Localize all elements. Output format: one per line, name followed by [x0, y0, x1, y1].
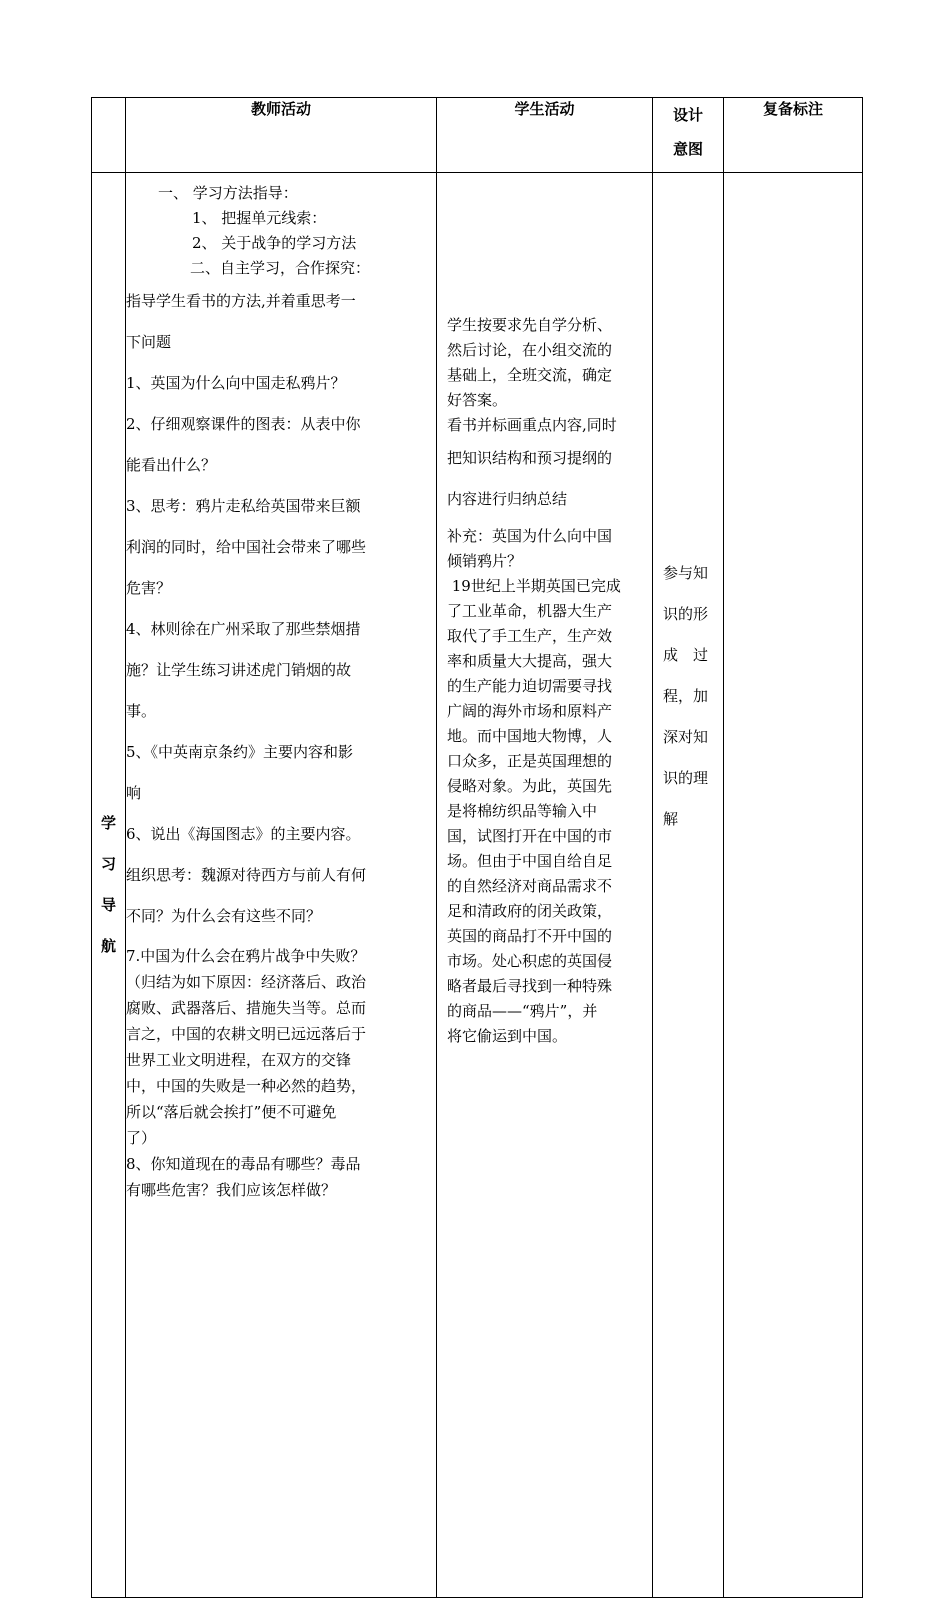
review-notes-cell — [724, 173, 863, 1598]
student-line: 取代了手工生产，生产效 — [447, 627, 613, 645]
student-line: 的商品——“鸦片”，并 — [447, 1002, 598, 1020]
design-line: 程，加 — [663, 687, 709, 705]
teacher-line: 言之，中国的农耕文明已远远落后于 — [126, 1025, 367, 1043]
header-review-notes: 复备标注 — [724, 98, 863, 173]
student-line: 好答案。 — [447, 391, 508, 409]
student-line: 然后讨论，在小组交流的 — [447, 341, 613, 359]
teacher-line: 二、自主学习，合作探究： — [190, 259, 371, 277]
teacher-line: 2、 关于战争的学习方法 — [192, 234, 357, 252]
teacher-line: 利润的同时，给中国社会带来了哪些 — [126, 538, 367, 556]
teacher-activity-cell — [126, 173, 437, 1598]
design-line: 解 — [663, 810, 679, 828]
header-blank-cell — [92, 98, 126, 173]
design-intent-cell — [653, 173, 724, 1598]
student-line: 侵略对象。为此，英国先 — [447, 777, 613, 795]
teacher-line: （归结为如下原因：经济落后、政治 — [126, 973, 367, 991]
design-line: 成 过 — [663, 646, 709, 664]
student-line: 率和质量大大提高，强大 — [447, 652, 613, 670]
teacher-line: 不同？为什么会有这些不同？ — [126, 907, 322, 925]
student-line: 把知识结构和预习提纲的 — [447, 449, 613, 467]
student-line: 补充：英国为什么向中国 — [447, 527, 613, 545]
student-line: 的自然经济对商品需求不 — [447, 877, 613, 895]
header-design-intent — [653, 98, 724, 173]
teacher-line: 响 — [126, 784, 142, 802]
student-line: 市场。处心积虑的英国侵 — [447, 952, 613, 970]
teacher-line: 能看出什么？ — [126, 456, 217, 474]
section-label-char: 学 — [100, 814, 116, 832]
teacher-line: 指导学生看书的方法,并着重思考一 — [126, 292, 356, 310]
student-line: 略者最后寻找到一种特殊 — [447, 977, 613, 995]
student-line: 19世纪上半期英国已完成 — [447, 577, 621, 595]
teacher-line: 3、思考：鸦片走私给英国带来巨额 — [126, 497, 361, 515]
body-row — [92, 173, 863, 1598]
student-line: 英国的商品打不开中国的 — [447, 927, 613, 945]
section-label-char: 习 — [100, 855, 116, 873]
student-line: 足和清政府的闭关政策， — [447, 902, 613, 920]
teacher-line: 了） — [126, 1129, 157, 1147]
header-row — [92, 98, 863, 173]
teacher-line: 所以“落后就会挨打”便不可避免 — [126, 1103, 337, 1121]
student-line: 口众多，正是英国理想的 — [447, 752, 613, 770]
student-line: 场。但由于中国自给自足 — [447, 852, 613, 870]
teacher-line: 世界工业文明进程，在双方的交锋 — [126, 1051, 352, 1069]
design-line: 识的理 — [663, 769, 709, 787]
teacher-line: 组织思考：魏源对待西方与前人有何 — [126, 866, 367, 884]
section-label-char: 航 — [100, 937, 116, 955]
teacher-line: 7.中国为什么会在鸦片战争中失败？ — [126, 947, 366, 965]
teacher-line: 2、仔细观察课件的图表：从表中你 — [126, 415, 361, 433]
student-line: 是将棉纺织品等输入中 — [447, 802, 598, 820]
teacher-line: 施？让学生练习讲述虎门销烟的故 — [126, 661, 352, 679]
student-line: 内容进行归纳总结 — [447, 490, 568, 508]
teacher-line: 危害？ — [126, 579, 172, 597]
student-line: 将它偷运到中国。 — [447, 1027, 568, 1045]
design-line: 深对知 — [663, 728, 709, 746]
student-line: 了工业革命，机器大生产 — [447, 602, 613, 620]
teacher-line: 4、林则徐在广州采取了那些禁烟措 — [126, 620, 361, 638]
design-line: 参与知 — [663, 564, 709, 582]
header-design-line-1: 设计 — [672, 106, 703, 124]
header-student-activity: 学生活动 — [437, 98, 653, 173]
student-line: 看书并标画重点内容,同时 — [447, 416, 617, 434]
header-design-line-2: 意图 — [672, 140, 703, 158]
student-line: 学生按要求先自学分析、 — [447, 316, 613, 334]
section-label-char: 导 — [100, 896, 116, 914]
teacher-line: 事。 — [126, 702, 157, 720]
teacher-line: 下问题 — [126, 333, 172, 351]
student-line: 地。而中国地大物博，人 — [447, 727, 613, 745]
teacher-line: 1、英国为什么向中国走私鸦片？ — [126, 374, 346, 392]
teacher-line: 一、 学习方法指导： — [158, 184, 298, 202]
teacher-line: 6、说出《海国图志》的主要内容。 — [126, 825, 361, 843]
student-line: 倾销鸦片？ — [447, 552, 523, 570]
teacher-line: 5、《中英南京条约》主要内容和影 — [126, 743, 354, 761]
lesson-plan-table — [91, 97, 863, 1598]
teacher-line: 有哪些危害？我们应该怎样做？ — [126, 1181, 337, 1199]
header-teacher-activity: 教师活动 — [126, 98, 437, 173]
teacher-line: 8、你知道现在的毒品有哪些？毒品 — [126, 1155, 361, 1173]
teacher-line: 1、 把握单元线索： — [192, 209, 327, 227]
section-label-cell — [92, 173, 126, 1598]
student-line: 的生产能力迫切需要寻找 — [447, 677, 613, 695]
design-line: 识的形 — [663, 605, 709, 623]
student-line: 基础上，全班交流，确定 — [447, 366, 613, 384]
student-line: 广阔的海外市场和原料产 — [447, 702, 613, 720]
teacher-line: 中，中国的失败是一种必然的趋势， — [126, 1077, 367, 1095]
student-line: 国，试图打开在中国的市 — [447, 827, 613, 845]
teacher-line: 腐败、武器落后、措施失当等。总而 — [126, 999, 367, 1017]
student-activity-cell — [437, 173, 653, 1598]
